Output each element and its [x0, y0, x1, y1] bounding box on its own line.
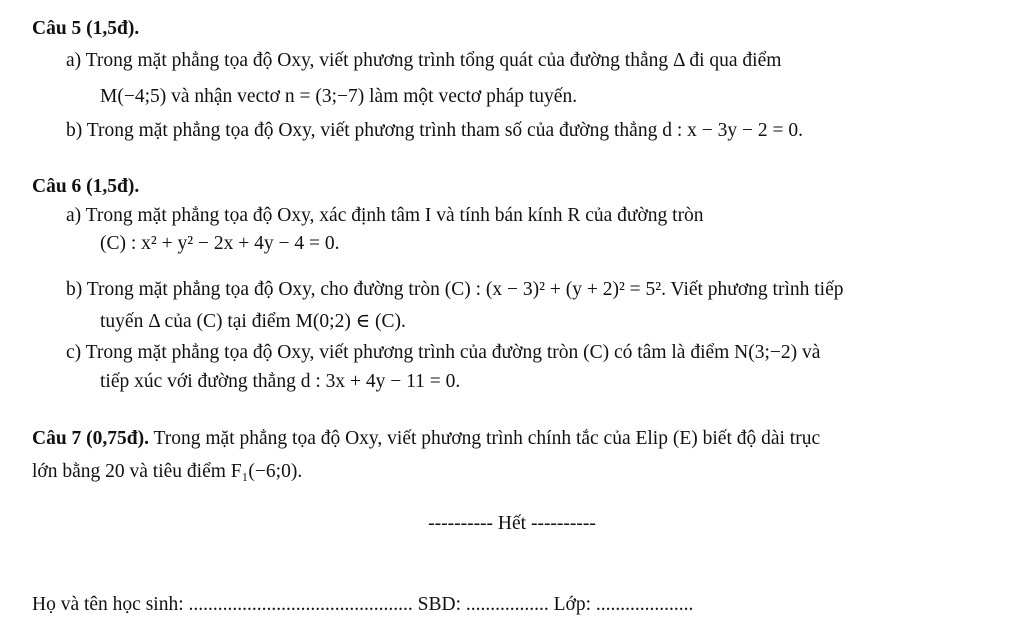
q6-b-line2: tuyến Δ của (C) tại điểm M(0;2) ∈ (C). — [100, 311, 406, 332]
student-info-line: Họ và tên học sinh: .............................................. SBD: ................. Lớp: .................... — [32, 594, 694, 615]
q5-a-line2: M(−4;5) và nhận vectơ n = (3;−7) làm một vectơ pháp tuyến. — [100, 86, 578, 107]
q6-a-line1: a) Trong mặt phẳng tọa độ Oxy, xác định tâm I và tính bán kính R của đường tròn — [66, 205, 704, 226]
q7-line1-text: Trong mặt phẳng tọa độ Oxy, viết phương trình chính tắc của Elip (E) biết độ dài trục — [149, 428, 821, 449]
q5-heading: Câu 5 (1,5đ). — [32, 18, 140, 39]
q6-b-line1: b) Trong mặt phẳng tọa độ Oxy, cho đường tròn (C) : (x − 3)² + (y + 2)² = 5². Viết phương trình tiếp — [66, 279, 844, 300]
q6-a-line2: (C) : x² + y² − 2x + 4y − 4 = 0. — [100, 233, 340, 254]
q7-line1 — [32, 428, 820, 450]
q7-heading: Câu 7 (0,75đ). — [32, 428, 150, 449]
q6-c-line1: c) Trong mặt phẳng tọa độ Oxy, viết phương trình của đường tròn (C) có tâm là điểm N(3;−2) và — [66, 342, 821, 363]
q6-heading: Câu 6 (1,5đ). — [32, 176, 140, 197]
q5-b-line: b) Trong mặt phẳng tọa độ Oxy, viết phương trình tham số của đường thẳng d : x − 3y − 2 = 0. — [66, 120, 803, 141]
end-marker: ---------- Hết ---------- — [428, 513, 596, 534]
q5-a-line1: a) Trong mặt phẳng tọa độ Oxy, viết phương trình tổng quát của đường thẳng Δ đi qua điểm — [66, 50, 782, 71]
q7-line2: lớn bằng 20 và tiêu điểm F₁(−6;0). — [32, 461, 303, 482]
q6-c-line2: tiếp xúc với đường thẳng d : 3x + 4y − 11 = 0. — [100, 371, 461, 392]
